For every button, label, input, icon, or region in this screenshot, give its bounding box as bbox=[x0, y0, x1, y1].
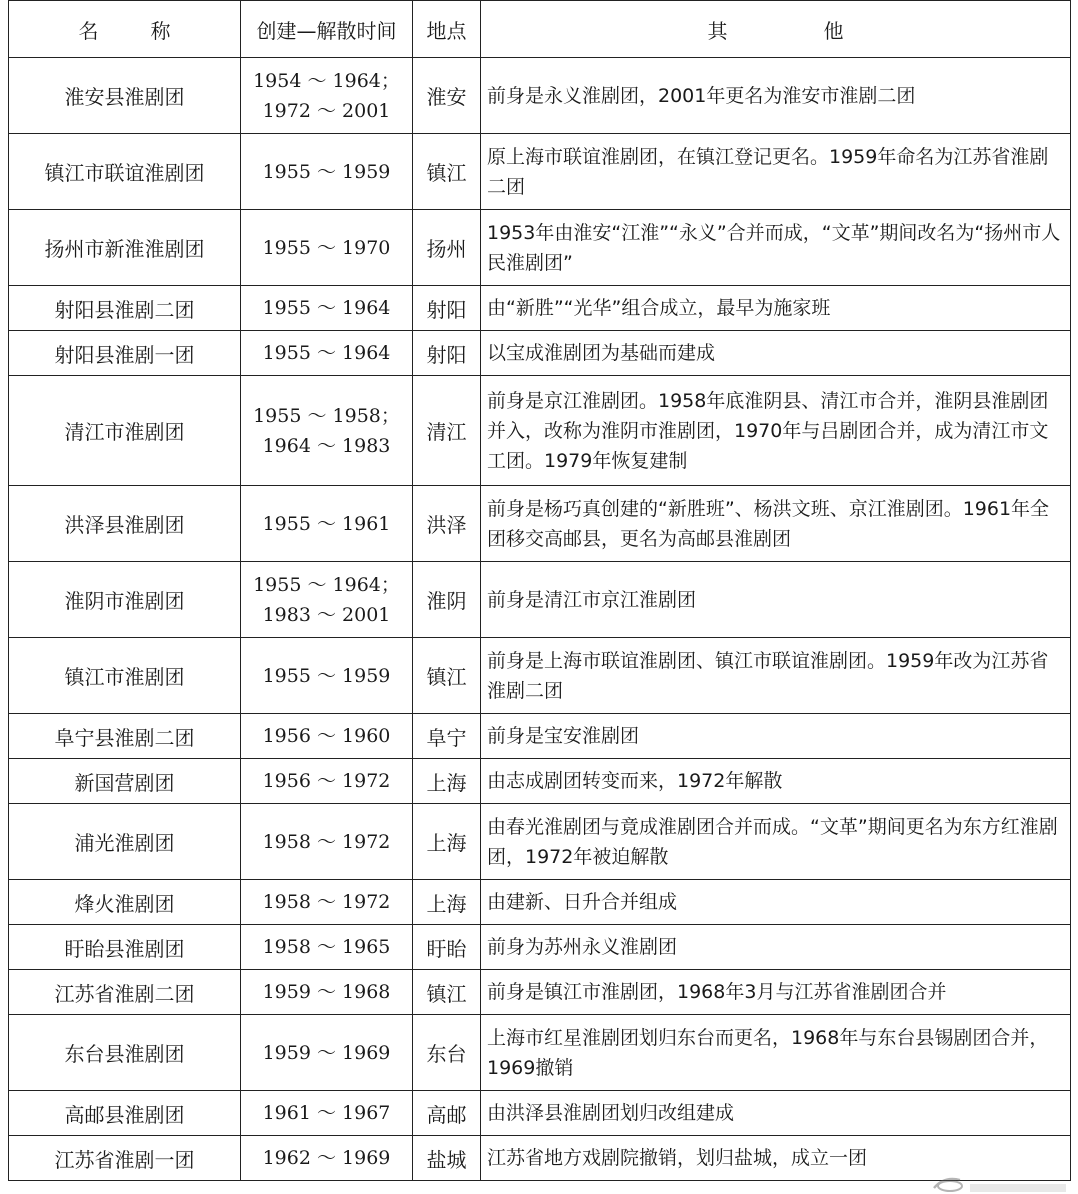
period-line: 1956 ～ 1960 bbox=[262, 725, 391, 747]
remarks: 由建新、日升合并组成 bbox=[481, 880, 1071, 925]
header-row bbox=[9, 1, 1071, 58]
remarks: 前身是镇江市淮剧团，1968年3月与江苏省淮剧团合并 bbox=[481, 970, 1071, 1015]
remarks: 上海市红星淮剧团划归东台而更名，1968年与东台县锡剧团合并，1969撤销 bbox=[481, 1015, 1071, 1091]
troupe-name: 阜宁县淮剧二团 bbox=[9, 714, 241, 759]
active-period bbox=[241, 58, 413, 134]
table-row bbox=[9, 970, 1071, 1015]
location: 镇江 bbox=[413, 134, 481, 210]
location: 东台 bbox=[413, 1015, 481, 1091]
remarks: 前身为苏州永义淮剧团 bbox=[481, 925, 1071, 970]
active-period bbox=[241, 376, 413, 486]
location: 上海 bbox=[413, 759, 481, 804]
troupe-name: 清江市淮剧团 bbox=[9, 376, 241, 486]
header-note-char-2: 他 bbox=[823, 18, 844, 43]
period-line: 1955 ～ 1959 bbox=[262, 160, 391, 183]
active-period bbox=[241, 804, 413, 880]
troupe-name: 浦光淮剧团 bbox=[9, 804, 241, 880]
remarks: 由春光淮剧团与竟成淮剧团合并而成。“文革”期间更名为东方红淮剧团，1972年被迫解散 bbox=[481, 804, 1071, 880]
remarks: 前身是宝安淮剧团 bbox=[481, 714, 1071, 759]
period-line: 1959 ～ 1968 bbox=[262, 981, 391, 1003]
troupe-name: 淮阴市淮剧团 bbox=[9, 562, 241, 638]
period-line: 1958 ～ 1972 bbox=[262, 891, 391, 913]
location: 盐城 bbox=[413, 1136, 481, 1181]
active-period bbox=[241, 970, 413, 1015]
active-period bbox=[241, 1091, 413, 1136]
table-row bbox=[9, 804, 1071, 880]
period-line: 1954 ～ 1964； bbox=[253, 69, 400, 92]
location: 射阳 bbox=[413, 286, 481, 331]
active-period bbox=[241, 486, 413, 562]
period-line: 1955 ～ 1958； bbox=[253, 404, 400, 427]
period-line: 1958 ～ 1965 bbox=[262, 936, 391, 958]
troupe-name: 盱眙县淮剧团 bbox=[9, 925, 241, 970]
location: 洪泽 bbox=[413, 486, 481, 562]
header-place: 地点 bbox=[413, 1, 481, 58]
location: 阜宁 bbox=[413, 714, 481, 759]
active-period bbox=[241, 134, 413, 210]
remarks: 1953年由淮安“江淮”“永义”合并而成，“文革”期间改名为“扬州市人民淮剧团” bbox=[481, 210, 1071, 286]
table-row bbox=[9, 376, 1071, 486]
table-row bbox=[9, 286, 1071, 331]
location: 扬州 bbox=[413, 210, 481, 286]
period-line: 1962 ～ 1969 bbox=[262, 1147, 391, 1169]
location: 射阳 bbox=[413, 331, 481, 376]
table-row bbox=[9, 331, 1071, 376]
troupe-name: 东台县淮剧团 bbox=[9, 1015, 241, 1091]
header-name-char-1: 名 bbox=[78, 18, 99, 43]
table-row bbox=[9, 638, 1071, 714]
header-note bbox=[481, 1, 1071, 58]
remarks: 前身是杨巧真创建的“新胜班”、杨洪文班、京江淮剧团。1961年全团移交高邮县，更名为高邮县淮剧团 bbox=[481, 486, 1071, 562]
remarks: 前身是京江淮剧团。1958年底淮阴县、清江市合并，淮阴县淮剧团并入，改称为淮阴市淮剧团，1970年与吕剧团合并，成为清江市文工团。1979年恢复建制 bbox=[481, 376, 1071, 486]
troupe-name: 江苏省淮剧一团 bbox=[9, 1136, 241, 1181]
period-line: 1959 ～ 1969 bbox=[262, 1041, 391, 1064]
period-line: 1955 ～ 1964 bbox=[262, 297, 391, 319]
troupe-name: 射阳县淮剧二团 bbox=[9, 286, 241, 331]
remarks: 由洪泽县淮剧团划归改组建成 bbox=[481, 1091, 1071, 1136]
troupe-name: 镇江市淮剧团 bbox=[9, 638, 241, 714]
period-line: 1972 ～ 2001 bbox=[262, 99, 391, 122]
location: 镇江 bbox=[413, 638, 481, 714]
active-period bbox=[241, 1015, 413, 1091]
location: 上海 bbox=[413, 804, 481, 880]
active-period bbox=[241, 331, 413, 376]
period-line: 1955 ～ 1964 bbox=[262, 342, 391, 364]
active-period bbox=[241, 1136, 413, 1181]
table-row bbox=[9, 714, 1071, 759]
active-period bbox=[241, 286, 413, 331]
period-line: 1955 ～ 1961 bbox=[262, 512, 391, 535]
active-period bbox=[241, 880, 413, 925]
table-row bbox=[9, 1136, 1071, 1181]
header-time: 创建—解散时间 bbox=[241, 1, 413, 58]
troupe-table bbox=[8, 0, 1071, 1181]
remarks: 前身是清江市京江淮剧团 bbox=[481, 562, 1071, 638]
table-row bbox=[9, 1091, 1071, 1136]
table-row bbox=[9, 925, 1071, 970]
troupe-name: 新国营剧团 bbox=[9, 759, 241, 804]
period-line: 1955 ～ 1970 bbox=[262, 236, 391, 259]
header-name-char-2: 称 bbox=[150, 18, 171, 43]
location: 高邮 bbox=[413, 1091, 481, 1136]
remarks: 原上海市联谊淮剧团，在镇江登记更名。1959年命名为江苏省淮剧二团 bbox=[481, 134, 1071, 210]
remarks: 以宝成淮剧团为基础而建成 bbox=[481, 331, 1071, 376]
period-line: 1956 ～ 1972 bbox=[262, 770, 391, 792]
remarks: 由“新胜”“光华”组合成立，最早为施家班 bbox=[481, 286, 1071, 331]
location: 盱眙 bbox=[413, 925, 481, 970]
active-period bbox=[241, 759, 413, 804]
table-row bbox=[9, 1015, 1071, 1091]
location: 镇江 bbox=[413, 970, 481, 1015]
troupe-name: 扬州市新淮淮剧团 bbox=[9, 210, 241, 286]
period-line: 1955 ～ 1964； bbox=[253, 573, 400, 596]
remarks: 江苏省地方戏剧院撤销，划归盐城，成立一团 bbox=[481, 1136, 1071, 1181]
troupe-name: 射阳县淮剧一团 bbox=[9, 331, 241, 376]
period-line: 1961 ～ 1967 bbox=[262, 1102, 391, 1124]
location: 清江 bbox=[413, 376, 481, 486]
troupe-name: 烽火淮剧团 bbox=[9, 880, 241, 925]
active-period bbox=[241, 638, 413, 714]
period-line: 1955 ～ 1959 bbox=[262, 664, 391, 687]
table-row bbox=[9, 759, 1071, 804]
table-row bbox=[9, 562, 1071, 638]
location: 淮安 bbox=[413, 58, 481, 134]
active-period bbox=[241, 714, 413, 759]
troupe-name: 镇江市联谊淮剧团 bbox=[9, 134, 241, 210]
header-name bbox=[9, 1, 241, 58]
remarks: 前身是上海市联谊淮剧团、镇江市联谊淮剧团。1959年改为江苏省淮剧二团 bbox=[481, 638, 1071, 714]
header-note-char-1: 其 bbox=[707, 18, 728, 43]
remarks: 前身是永义淮剧团，2001年更名为淮安市淮剧二团 bbox=[481, 58, 1071, 134]
troupe-name: 淮安县淮剧团 bbox=[9, 58, 241, 134]
period-line: 1958 ～ 1972 bbox=[262, 830, 391, 853]
table-row bbox=[9, 134, 1071, 210]
active-period bbox=[241, 925, 413, 970]
troupe-name: 洪泽县淮剧团 bbox=[9, 486, 241, 562]
period-line: 1983 ～ 2001 bbox=[262, 603, 391, 626]
troupe-name: 高邮县淮剧团 bbox=[9, 1091, 241, 1136]
period-line: 1964 ～ 1983 bbox=[262, 434, 391, 457]
active-period bbox=[241, 562, 413, 638]
active-period bbox=[241, 210, 413, 286]
location: 上海 bbox=[413, 880, 481, 925]
troupe-name: 江苏省淮剧二团 bbox=[9, 970, 241, 1015]
watermark-logo bbox=[930, 1172, 1070, 1194]
table-row bbox=[9, 486, 1071, 562]
table-row bbox=[9, 210, 1071, 286]
table-row bbox=[9, 880, 1071, 925]
table-row bbox=[9, 58, 1071, 134]
remarks: 由志成剧团转变而来，1972年解散 bbox=[481, 759, 1071, 804]
location: 淮阴 bbox=[413, 562, 481, 638]
